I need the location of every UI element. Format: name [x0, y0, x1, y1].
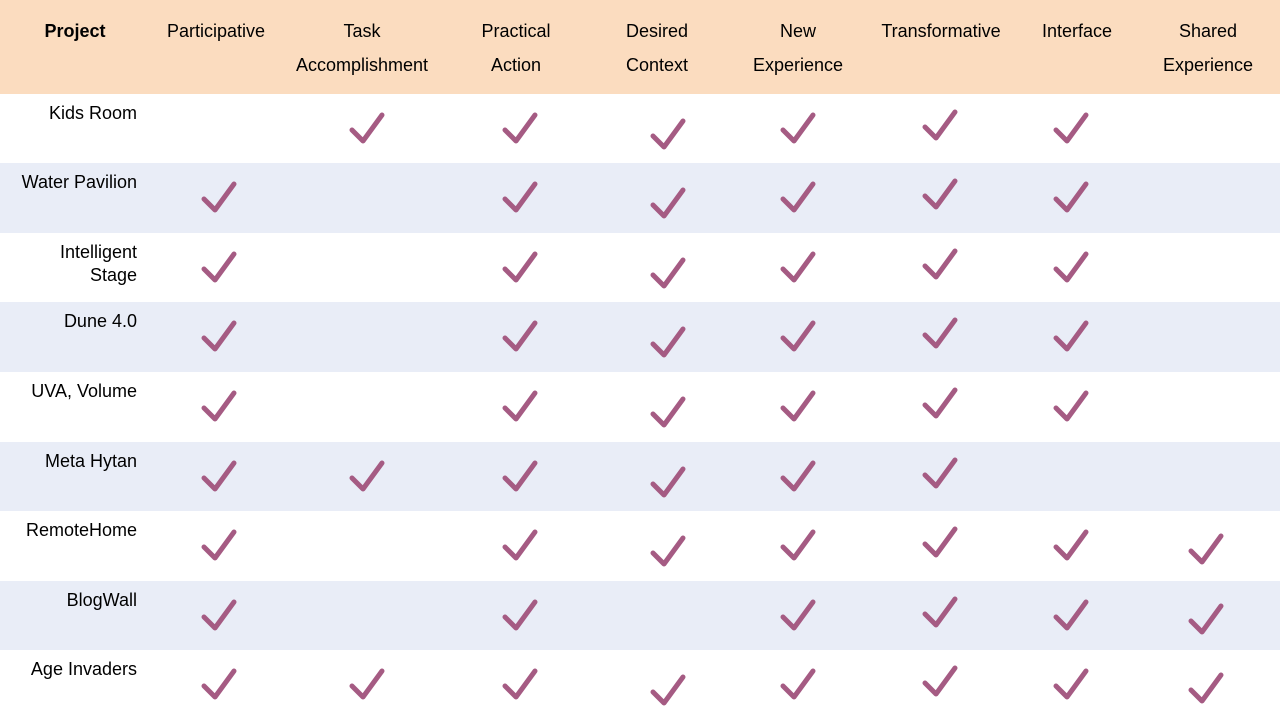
check-mark-icon [650, 325, 686, 359]
check-mark-icon [349, 111, 385, 145]
check-mark-stroke [925, 460, 955, 486]
check-mark-svg [780, 250, 816, 284]
check-mark-stroke [505, 602, 535, 628]
check-mark-icon [1053, 250, 1089, 284]
check-mark-icon [349, 459, 385, 493]
check-mark-svg [922, 247, 958, 281]
check-mark-icon [201, 180, 237, 214]
check-mark-icon [650, 465, 686, 499]
check-mark-stroke [1191, 675, 1221, 701]
table-row [0, 581, 1280, 651]
table-row [0, 442, 1280, 512]
column-header-task-accomplishment [272, 14, 452, 82]
check-mark-icon [502, 528, 538, 562]
project-name-line: Meta Hytan [44, 451, 137, 471]
check-mark-icon [922, 247, 958, 281]
check-mark-svg [201, 389, 237, 423]
check-mark-icon [502, 250, 538, 284]
check-mark-svg [1053, 667, 1089, 701]
check-mark-icon [502, 319, 538, 353]
check-mark-svg [922, 108, 958, 142]
check-mark-svg [650, 395, 686, 429]
check-mark-icon [1053, 180, 1089, 214]
column-header-line: Task [343, 21, 381, 41]
check-mark-stroke [505, 115, 535, 141]
check-mark-icon [780, 180, 816, 214]
check-mark-svg [922, 595, 958, 629]
check-mark-svg [650, 673, 686, 707]
check-mark-stroke [352, 671, 382, 697]
check-mark-stroke [352, 463, 382, 489]
check-mark-icon [922, 177, 958, 211]
check-mark-stroke [783, 532, 813, 558]
check-mark-stroke [783, 393, 813, 419]
check-mark-svg [349, 459, 385, 493]
check-mark-icon [201, 528, 237, 562]
check-mark-stroke [925, 529, 955, 555]
check-mark-stroke [653, 469, 683, 495]
check-mark-svg [650, 465, 686, 499]
check-mark-icon [201, 459, 237, 493]
check-mark-stroke [653, 399, 683, 425]
table-row [0, 511, 1280, 581]
check-mark-stroke [925, 320, 955, 346]
check-mark-icon [650, 395, 686, 429]
check-mark-svg [1188, 671, 1224, 705]
table-row [0, 233, 1280, 303]
project-name [64, 310, 137, 333]
check-mark-stroke [925, 390, 955, 416]
check-mark-stroke [505, 393, 535, 419]
check-mark-icon [650, 117, 686, 151]
check-mark-stroke [653, 329, 683, 355]
check-mark-icon [650, 186, 686, 220]
check-mark-stroke [505, 254, 535, 280]
project-name-line: UVA, Volume [31, 381, 137, 401]
check-mark-stroke [505, 463, 535, 489]
check-mark-stroke [204, 393, 234, 419]
check-mark-stroke [783, 463, 813, 489]
check-mark-icon [922, 664, 958, 698]
check-mark-svg [922, 386, 958, 420]
check-mark-stroke [925, 112, 955, 138]
project-name [26, 519, 137, 542]
check-mark-icon [780, 319, 816, 353]
check-mark-svg [1053, 319, 1089, 353]
check-mark-svg [502, 389, 538, 423]
check-mark-stroke [204, 602, 234, 628]
check-mark-svg [502, 250, 538, 284]
check-mark-stroke [1056, 323, 1086, 349]
check-mark-stroke [505, 532, 535, 558]
table-row [0, 163, 1280, 233]
check-mark-svg [780, 319, 816, 353]
check-mark-stroke [1056, 602, 1086, 628]
check-mark-stroke [653, 538, 683, 564]
check-mark-stroke [783, 115, 813, 141]
project-name [22, 171, 137, 194]
table-row [0, 650, 1280, 720]
check-mark-svg [780, 667, 816, 701]
check-mark-icon [922, 316, 958, 350]
table-row [0, 302, 1280, 372]
check-mark-stroke [783, 184, 813, 210]
check-mark-stroke [925, 181, 955, 207]
check-mark-icon [780, 528, 816, 562]
project-name-line: Dune 4.0 [63, 311, 137, 331]
check-mark-stroke [1191, 606, 1221, 632]
check-mark-stroke [1056, 671, 1086, 697]
check-mark-svg [1188, 602, 1224, 636]
check-mark-stroke [1191, 536, 1221, 562]
check-mark-icon [780, 250, 816, 284]
check-mark-icon [201, 598, 237, 632]
column-header-line: Transformative [881, 21, 1001, 41]
project-name-line: RemoteHome [25, 520, 137, 540]
check-mark-stroke [783, 671, 813, 697]
check-mark-icon [1053, 528, 1089, 562]
check-mark-svg [201, 459, 237, 493]
check-mark-icon [780, 459, 816, 493]
check-mark-icon [922, 108, 958, 142]
check-mark-icon [201, 319, 237, 353]
check-mark-svg [1053, 111, 1089, 145]
check-mark-svg [201, 180, 237, 214]
check-mark-svg [650, 325, 686, 359]
project-name-line: Intelligent [59, 242, 137, 262]
check-mark-svg [201, 528, 237, 562]
check-mark-stroke [505, 323, 535, 349]
check-mark-stroke [1056, 184, 1086, 210]
check-mark-stroke [925, 599, 955, 625]
check-mark-icon [1188, 602, 1224, 636]
check-mark-stroke [653, 260, 683, 286]
check-mark-svg [349, 667, 385, 701]
column-header-line: Shared [1178, 21, 1238, 41]
column-header-line: Experience [1162, 55, 1254, 75]
check-mark-svg [1053, 598, 1089, 632]
check-mark-icon [922, 386, 958, 420]
check-mark-icon [922, 525, 958, 559]
check-mark-svg [502, 319, 538, 353]
check-mark-stroke [204, 463, 234, 489]
check-mark-icon [201, 389, 237, 423]
project-name [45, 450, 137, 473]
check-mark-svg [780, 389, 816, 423]
check-mark-icon [502, 111, 538, 145]
check-mark-icon [201, 250, 237, 284]
check-mark-stroke [783, 323, 813, 349]
check-mark-icon [1053, 319, 1089, 353]
check-mark-stroke [783, 254, 813, 280]
check-mark-stroke [505, 671, 535, 697]
check-mark-stroke [352, 115, 382, 141]
project-name-line: Stage [89, 265, 137, 285]
check-mark-icon [502, 459, 538, 493]
check-mark-svg [650, 186, 686, 220]
check-mark-stroke [1056, 254, 1086, 280]
check-mark-svg [502, 111, 538, 145]
check-mark-svg [201, 250, 237, 284]
column-header-line: Interface [1041, 21, 1113, 41]
project-name [60, 241, 137, 287]
project-name [31, 380, 137, 403]
project-name [31, 658, 137, 681]
check-mark-svg [922, 525, 958, 559]
check-mark-stroke [653, 121, 683, 147]
check-mark-icon [349, 667, 385, 701]
check-mark-stroke [204, 254, 234, 280]
column-header-line: Project [44, 21, 106, 41]
check-mark-stroke [653, 190, 683, 216]
check-mark-stroke [204, 184, 234, 210]
check-mark-icon [1053, 598, 1089, 632]
check-mark-icon [502, 598, 538, 632]
column-header-line: Desired [625, 21, 689, 41]
check-mark-svg [1053, 389, 1089, 423]
check-mark-svg [201, 319, 237, 353]
check-mark-icon [780, 111, 816, 145]
check-mark-icon [502, 667, 538, 701]
check-mark-svg [780, 111, 816, 145]
table-row [0, 94, 1280, 164]
check-mark-svg [502, 459, 538, 493]
check-mark-svg [650, 117, 686, 151]
check-mark-icon [780, 598, 816, 632]
check-mark-svg [201, 667, 237, 701]
check-mark-svg [922, 664, 958, 698]
check-mark-svg [502, 528, 538, 562]
check-mark-svg [650, 534, 686, 568]
check-mark-svg [1188, 532, 1224, 566]
check-mark-svg [349, 111, 385, 145]
check-mark-svg [650, 256, 686, 290]
check-mark-svg [780, 528, 816, 562]
check-mark-stroke [783, 602, 813, 628]
check-mark-stroke [1056, 393, 1086, 419]
check-mark-stroke [204, 532, 234, 558]
project-name [67, 589, 137, 612]
check-mark-icon [650, 673, 686, 707]
check-mark-icon [780, 667, 816, 701]
check-mark-svg [1053, 528, 1089, 562]
check-mark-stroke [204, 323, 234, 349]
check-mark-stroke [505, 184, 535, 210]
check-mark-stroke [1056, 532, 1086, 558]
project-name-line: Water Pavilion [21, 172, 137, 192]
column-header-line: Accomplishment [295, 55, 429, 75]
check-mark-svg [922, 456, 958, 490]
check-mark-svg [201, 598, 237, 632]
project-name-line: Age Invaders [30, 659, 137, 679]
project-name-line: Kids Room [48, 103, 137, 123]
check-mark-stroke [1056, 115, 1086, 141]
check-mark-icon [502, 180, 538, 214]
check-mark-icon [922, 595, 958, 629]
check-mark-icon [922, 456, 958, 490]
check-mark-svg [502, 180, 538, 214]
check-mark-icon [502, 389, 538, 423]
check-mark-svg [1053, 180, 1089, 214]
column-header-shared-experience [1118, 14, 1280, 82]
check-mark-icon [650, 256, 686, 290]
project-name-line: BlogWall [66, 590, 137, 610]
project-name [49, 102, 137, 125]
check-mark-icon [1188, 671, 1224, 705]
table-header-row [0, 0, 1280, 94]
check-mark-icon [201, 667, 237, 701]
check-mark-svg [502, 667, 538, 701]
check-mark-icon [650, 534, 686, 568]
column-header-line: Action [490, 55, 542, 75]
check-mark-svg [922, 316, 958, 350]
column-header-line: Experience [752, 55, 844, 75]
check-mark-icon [1188, 532, 1224, 566]
check-mark-svg [1053, 250, 1089, 284]
check-mark-svg [502, 598, 538, 632]
column-header-line: Context [625, 55, 689, 75]
column-header-line: New [779, 21, 816, 41]
column-header-line: Practical [481, 21, 551, 41]
check-mark-icon [1053, 667, 1089, 701]
table-row [0, 372, 1280, 442]
check-mark-svg [922, 177, 958, 211]
check-mark-svg [780, 598, 816, 632]
check-mark-stroke [653, 677, 683, 703]
column-header-line: Participative [166, 21, 266, 41]
check-mark-stroke [925, 251, 955, 277]
check-mark-svg [780, 459, 816, 493]
check-mark-icon [780, 389, 816, 423]
check-mark-icon [1053, 111, 1089, 145]
check-mark-stroke [204, 671, 234, 697]
check-mark-stroke [925, 668, 955, 694]
check-mark-svg [780, 180, 816, 214]
check-mark-icon [1053, 389, 1089, 423]
